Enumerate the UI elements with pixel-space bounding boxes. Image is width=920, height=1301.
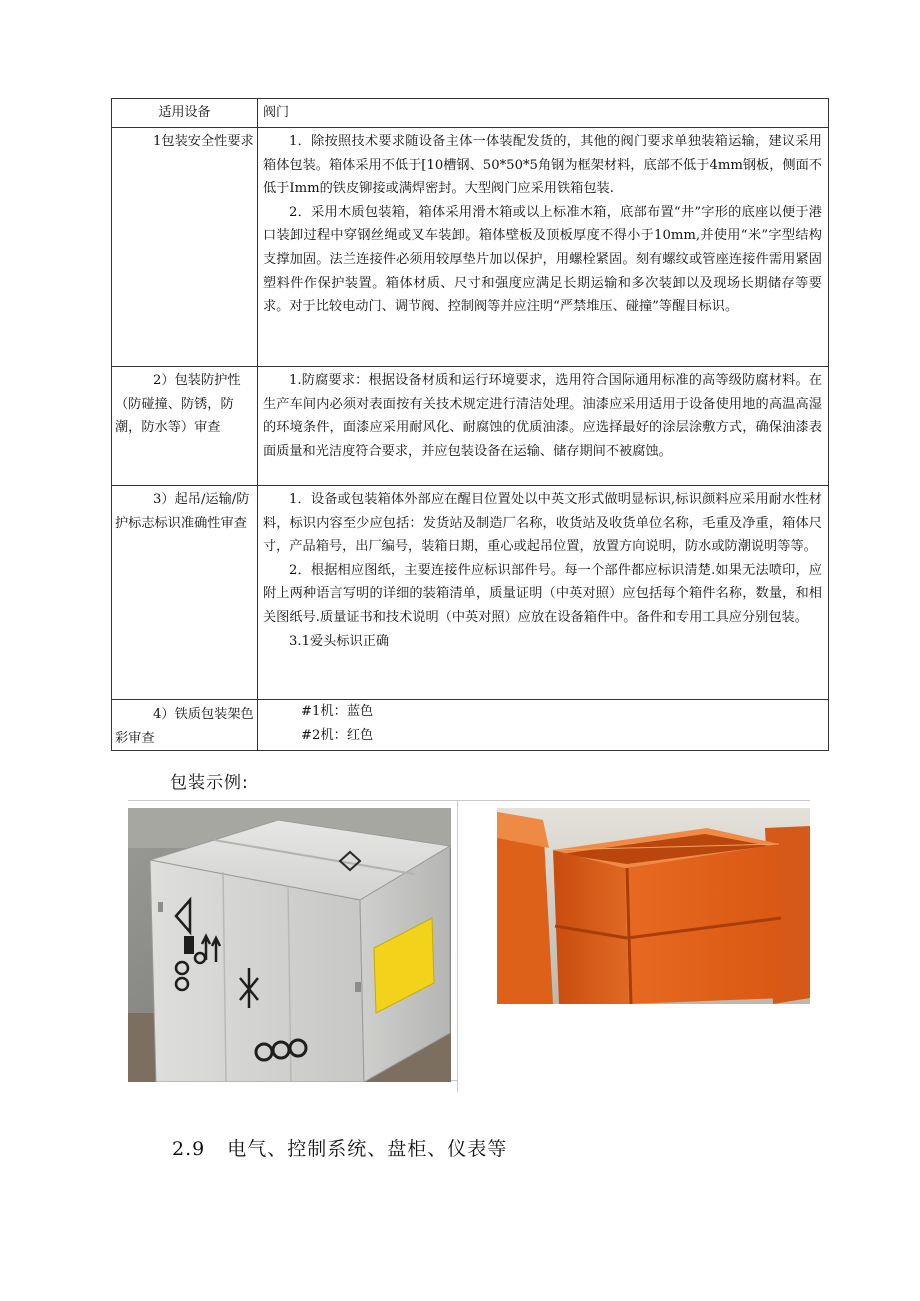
row-label-color: 4）铁质包装架色彩审查 <box>115 707 254 746</box>
header-value-cell <box>258 99 829 128</box>
table-row <box>112 367 829 486</box>
photo-orange-iron-box <box>497 808 810 1004</box>
frame-divider <box>128 800 810 801</box>
table-row <box>112 486 829 700</box>
unit-color-line: #2机：红色 <box>301 727 374 743</box>
table-row <box>112 128 829 367</box>
row-label-protection: 2）包装防护性（防碰撞、防锈，防潮，防水等）审查 <box>115 373 241 436</box>
table-row <box>112 700 829 751</box>
paragraph: 1.防腐要求：根据设备材质和运行环境要求，选用符合国际通用标准的高等级防腐材料。在生产车间内必须对表面按有关技术规定进行清洁处理。油漆应采用适用于设备使用地的高温高湿的环境条件，面漆应采用耐风化、耐腐蚀的优质油漆。应选择最好的涂层涂敷方式，确保油漆表面质量和光洁度符合要求，并应包装设备在运输、储存期间不被腐蚀。 <box>263 373 822 459</box>
orange-box-illustration <box>497 808 810 1004</box>
header-label-cell <box>112 99 258 128</box>
row-label-cell <box>112 700 258 751</box>
row-content-cell <box>258 128 829 367</box>
unit-color-line: #1机：蓝色 <box>301 704 374 719</box>
table-header-row <box>112 99 829 128</box>
row-label-cell <box>112 367 258 486</box>
row-label-cell <box>112 486 258 700</box>
row-label-packaging-safety: 1包装安全性要求 <box>153 134 254 149</box>
row-content-cell <box>258 700 829 751</box>
section-number: 2.9 <box>172 1138 206 1160</box>
inspection-table <box>111 98 829 751</box>
row-label-marking: 3）起吊/运输/防护标志标识准确性审查 <box>115 492 250 531</box>
header-value: 阀门 <box>263 105 290 120</box>
row-content-cell <box>258 367 829 486</box>
grey-crate-illustration <box>128 808 451 1082</box>
paragraph: 3.1爱头标识正确 <box>289 633 390 649</box>
paragraph: 1．设备或包装箱体外部应在醒目位置处以中英文形式做明显标识,标识颜料应采用耐水性材料，标识内容至少应包括：发货站及制造厂名称，收货站及收货单位名称，毛重及净重，箱体尺寸，产品箱号，出厂编号，装箱日期，重心或起吊位置，放置方向说明，防水或防潮说明等等。 <box>263 492 822 555</box>
header-label: 适用设备 <box>158 105 211 120</box>
section-title: 电气、控制系统、盘柜、仪表等 <box>227 1138 508 1160</box>
examples-title: 包装示例: <box>170 773 249 793</box>
paragraph: 2．根据相应图纸，主要连接件应标识部件号。每一个部件都应标识清楚.如果无法喷印，应附上两种语言写明的详细的装箱清单，质量证明（中英对照）应包括每个箱件名称，数量，和相关图纸号.质量证书和技术说明（中英对照）应放在设备箱件中。备件和专用工具应分别包装。 <box>263 562 822 625</box>
row-label-cell <box>112 128 258 367</box>
paragraph: 1．除按照技术要求随设备主体一体装配发货的，其他的阀门要求单独装箱运输，建议采用箱体包装。箱体采用不低于[10槽钢、50*50*5角钢为框架材料，底部不低于4mm钢板，侧面不低于Imm的铁皮铆接或满焊密封。大型阀门应采用铁箱包装. <box>263 134 822 197</box>
row-content-cell <box>258 486 829 700</box>
paragraph: 2．采用木质包装箱，箱体采用滑木箱或以上标准木箱，底部布置“井”字形的底座以便于港口装卸过程中穿钢丝绳或叉车装卸。箱体壁板及顶板厚度不得小于10mm,并使用“米”字型结构支撑加固。法兰连接件必须用较厚垫片加以保护，用螺栓紧固。刻有螺纹或管座连接件需用紧固塑料件作保护装置。箱体材质、尺寸和强度应满足长期运输和多次装卸以及现场长期储存等要求。对于比较电动门、调节阀、控制阀等并应注明“严禁堆压、碰撞”等醒目标识。 <box>263 204 822 315</box>
photo-grey-crate <box>128 808 451 1082</box>
section-heading <box>172 1134 507 1161</box>
frame-divider <box>457 800 458 1092</box>
